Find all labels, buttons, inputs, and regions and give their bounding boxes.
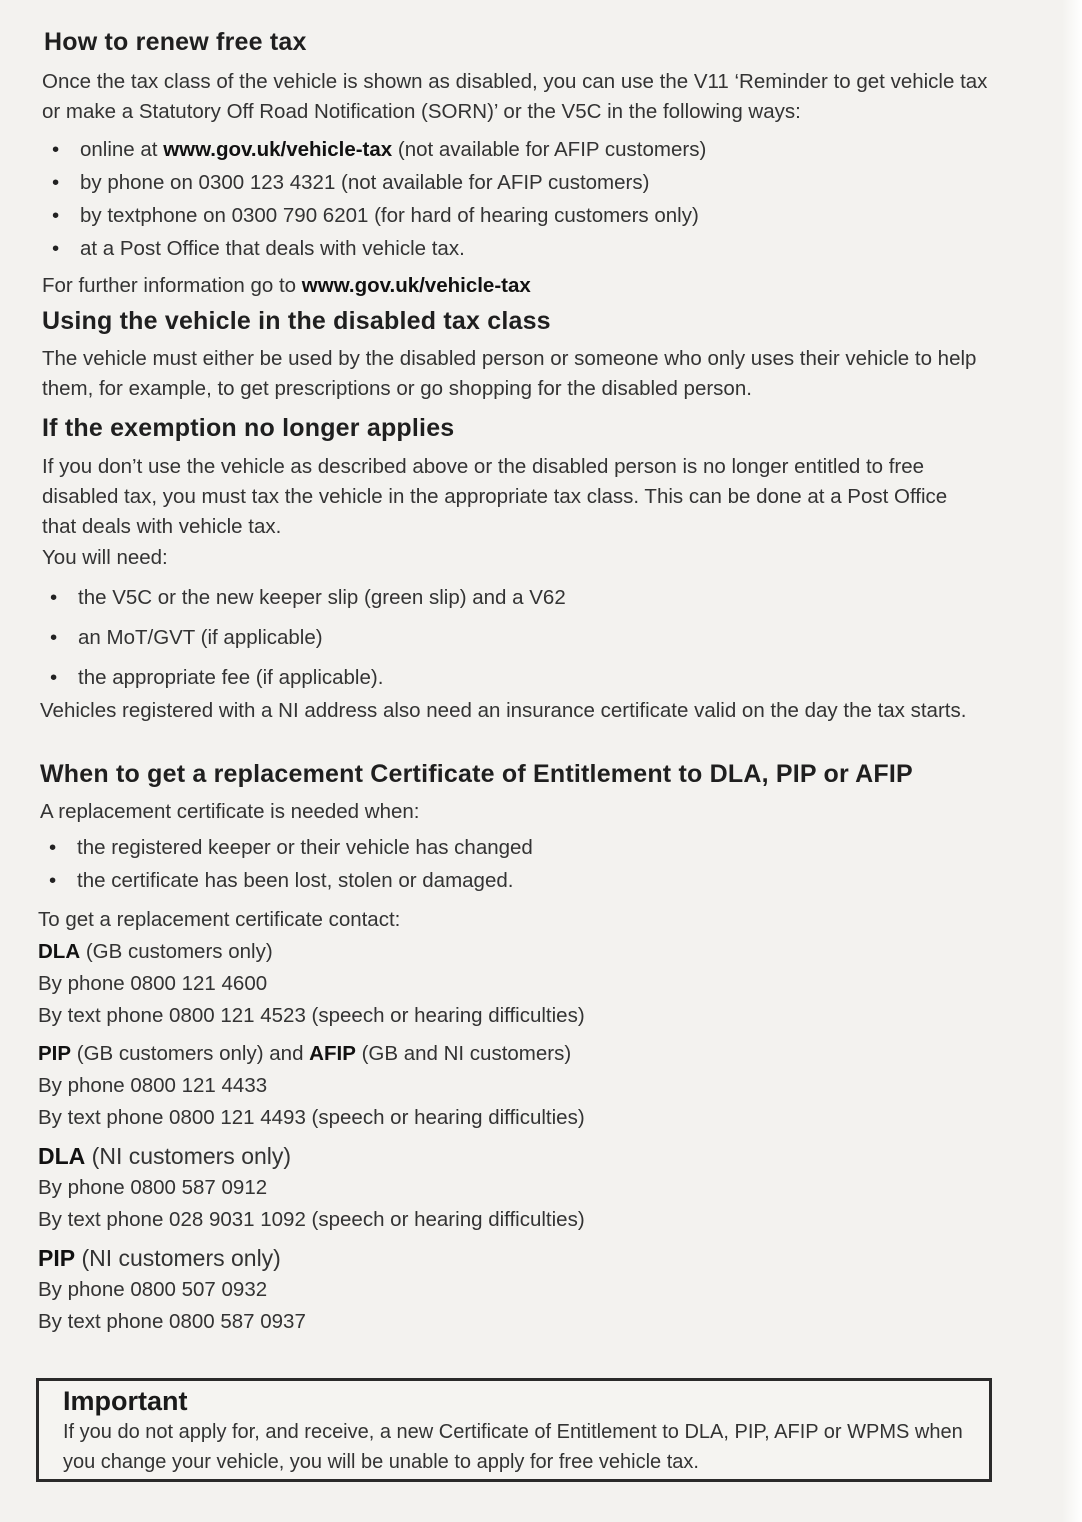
renew-intro-wrap bbox=[42, 67, 1002, 127]
dla-gb-textphone: By text phone 0800 121 4523 (speech or hearing difficulties) bbox=[38, 1004, 585, 1027]
using-body: The vehicle must either be used by the disabled person or someone who only uses their vehicle to help them, for example, to get prescriptions or go shopping for the disabled person. bbox=[42, 347, 977, 400]
renew-bullet-phone: • by phone on 0300 123 4321 (not available for AFIP customers) bbox=[0, 166, 1082, 199]
dla-ni-phone: By phone 0800 587 0912 bbox=[38, 1176, 268, 1199]
renew-bullet-online bbox=[0, 133, 1082, 166]
pip-gb-textphone: By text phone 0800 121 4493 (speech or hearing difficulties) bbox=[38, 1106, 585, 1129]
pip-ni-label bbox=[38, 1242, 1082, 1274]
pip-ni-textphone: By text phone 0800 587 0937 bbox=[38, 1310, 306, 1333]
replacement-heading: When to get a replacement Certificate of Entitlement to DLA, PIP or AFIP bbox=[40, 760, 913, 788]
pip-ni-scope: (NI customers only) bbox=[75, 1245, 281, 1271]
further-info-link[interactable]: www.gov.uk/vehicle-tax bbox=[301, 274, 531, 297]
contact-list bbox=[38, 904, 1082, 1338]
dla-gb-label bbox=[38, 936, 1082, 968]
afip-scope: (GB and NI customers) bbox=[355, 1042, 572, 1065]
replacement-bullet-lost: • the certificate has been lost, stolen or damaged. bbox=[0, 864, 1079, 897]
replacement-section bbox=[40, 760, 1082, 789]
dla-ni-textphone: By text phone 028 9031 1092 (speech or hearing difficulties) bbox=[38, 1208, 585, 1231]
renew-bullet-textphone: • by textphone on 0300 790 6201 (for hard of hearing customers only) bbox=[0, 199, 1082, 232]
afip-bold: AFIP bbox=[309, 1042, 356, 1065]
renew-bullet-list bbox=[0, 133, 1082, 265]
page-edge-shadow bbox=[1062, 0, 1082, 1522]
dla-gb-phone: By phone 0800 121 4600 bbox=[38, 972, 268, 995]
you-will-need: You will need: bbox=[42, 546, 168, 569]
renew-section bbox=[0, 28, 1082, 57]
dla-ni-scope: (NI customers only) bbox=[85, 1143, 292, 1169]
dla-gb-scope: (GB customers only) bbox=[80, 940, 273, 963]
vehicle-tax-link[interactable]: www.gov.uk/vehicle-tax bbox=[163, 138, 393, 161]
pip-ni-bold: PIP bbox=[38, 1245, 76, 1271]
exemption-body-wrap bbox=[42, 452, 962, 542]
exemption-bullet-list bbox=[0, 578, 1080, 698]
exemption-bullet-mot: • an MoT/GVT (if applicable) bbox=[0, 618, 1080, 658]
pip-gb-scope: (GB customers only) and bbox=[71, 1042, 310, 1065]
online-suffix: (not available for AFIP customers) bbox=[392, 138, 707, 161]
exemption-bullet-fee: • the appropriate fee (if applicable). bbox=[0, 658, 1080, 698]
online-prefix: online at bbox=[80, 138, 164, 161]
replacement-intro: A replacement certificate is needed when: bbox=[40, 800, 420, 823]
dla-ni-label bbox=[38, 1140, 1082, 1172]
important-title: Important bbox=[63, 1386, 188, 1416]
renew-bullet-post-office: • at a Post Office that deals with vehicle tax. bbox=[0, 232, 1082, 265]
renew-intro: Once the tax class of the vehicle is shown as disabled, you can use the V11 ‘Reminder to get vehicle tax or make a Statutory Off Road Notification (SORN)’ or the V5C in the following ways: bbox=[42, 70, 988, 123]
replacement-bullet-list bbox=[0, 831, 1079, 897]
using-heading: Using the vehicle in the disabled tax class bbox=[42, 307, 551, 335]
further-info bbox=[42, 271, 1082, 301]
using-section bbox=[42, 307, 1082, 336]
exemption-section bbox=[42, 414, 1082, 443]
replacement-bullet-keeper: • the registered keeper or their vehicle has changed bbox=[0, 831, 1079, 864]
replacement-intro-wrap bbox=[40, 797, 1082, 827]
dla-gb-bold: DLA bbox=[38, 940, 81, 963]
dla-ni-bold: DLA bbox=[38, 1143, 86, 1169]
pip-gb-label bbox=[38, 1038, 1082, 1070]
you-will-need-wrap bbox=[42, 543, 1082, 573]
exemption-body: If you don’t use the vehicle as described above or the disabled person is no longer entitled to free disabled tax, you must tax the vehicle in the appropriate tax class. This can be done at a Post Office that deals with vehicle tax. bbox=[42, 455, 948, 538]
contact-intro: To get a replacement certificate contact: bbox=[38, 908, 401, 931]
important-notice-box bbox=[36, 1378, 992, 1482]
pip-ni-phone: By phone 0800 507 0932 bbox=[38, 1278, 268, 1301]
ni-note-wrap bbox=[40, 696, 990, 726]
renew-heading: How to renew free tax bbox=[44, 28, 307, 56]
pip-gb-phone: By phone 0800 121 4433 bbox=[38, 1074, 268, 1097]
exemption-bullet-v5c: • the V5C or the new keeper slip (green slip) and a V62 bbox=[0, 578, 1080, 618]
ni-note: Vehicles registered with a NI address also need an insurance certificate valid on the day the tax starts. bbox=[40, 699, 967, 722]
using-body-wrap bbox=[42, 344, 1002, 404]
important-body: If you do not apply for, and receive, a new Certificate of Entitlement to DLA, PIP, AFIP or WPMS when you change your vehicle, you will be unable to apply for free vehicle tax. bbox=[63, 1421, 963, 1473]
pip-gb-bold: PIP bbox=[38, 1042, 72, 1065]
further-info-text: For further information go to bbox=[42, 274, 302, 297]
exemption-heading: If the exemption no longer applies bbox=[42, 414, 455, 442]
